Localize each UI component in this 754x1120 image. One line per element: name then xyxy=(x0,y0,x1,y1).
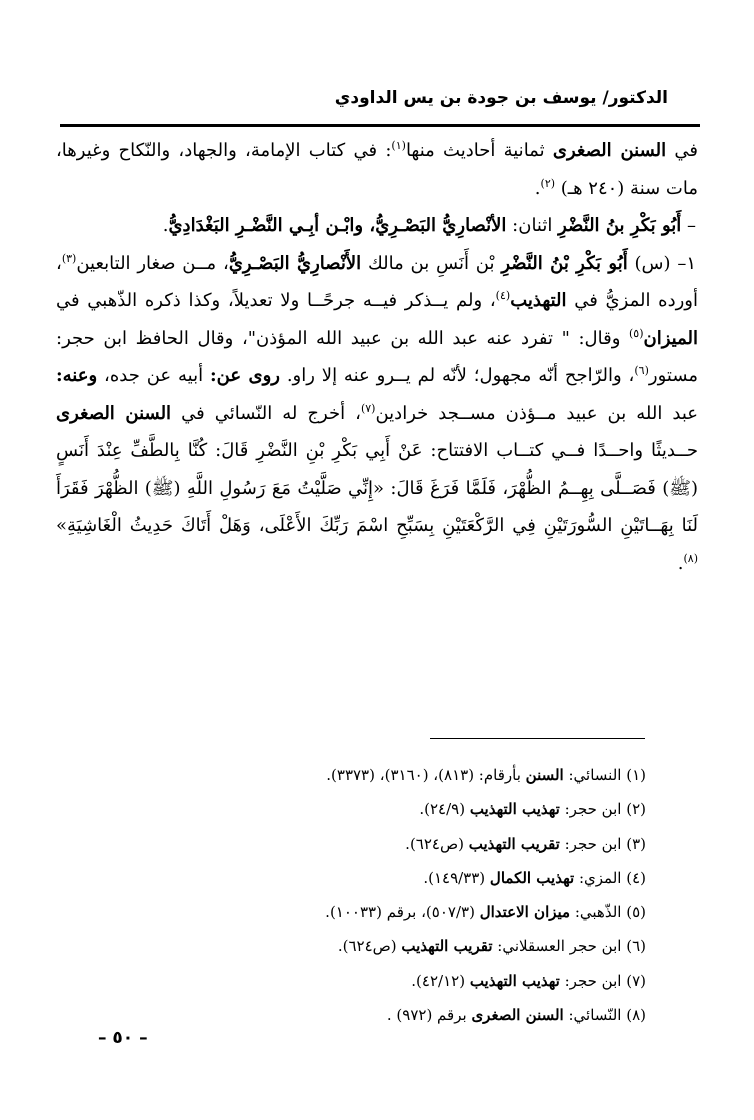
footnote-divider xyxy=(430,738,645,739)
footnote-item: (٣) ابن حجر: تقريب التهذيب (ص٦٢٤). xyxy=(405,834,646,853)
header-divider xyxy=(60,124,700,127)
label-narrated-from: روى عن: xyxy=(209,365,280,386)
footnote-item: (٤) المزي: تهذيب الكمال (١٤٩/٣٣). xyxy=(423,868,646,887)
footnote-item: (٧) ابن حجر: تهذيب التهذيب (٤٢/١٢). xyxy=(411,971,646,990)
footnote-item: (١) النسائي: السنن بأرقام: (٨١٣)، (٣١٦٠)، (٣٣٧٣). xyxy=(326,766,646,784)
narrator-nisba: الأَنْصارِيُّ البَصْـرِيُّ xyxy=(228,252,362,274)
book-title: التهذيب xyxy=(510,290,567,311)
footnote-item: (٦) ابن حجر العسقلاني: تقريب التهذيب (ص٦٢٤). xyxy=(337,937,646,956)
footnote-ref: (٤) xyxy=(495,289,511,302)
running-header: الدكتور/ يوسف بن جودة بن يس الداودي xyxy=(334,88,668,108)
page-number: – ٥٠ – xyxy=(98,1028,148,1048)
narrator-name: أَبُو بَكْرِ بْنُ النَّضْرِ xyxy=(501,252,628,274)
footnote-ref: (٦) xyxy=(634,364,649,377)
footnote-ref: (٢) xyxy=(540,176,556,190)
paragraph-3: ١– (س) أَبُو بَكْرِ بْنُ النَّضْرِ بْن أَنَسِ بن مالك الأَنْصارِيُّ البَصْـرِيُّ، مــن صغار التابعين$^{(٣)}$، أورده المزيُّ في التهذيب$^{(٤)}$، ولم يــذكر فيــه جرحًــا ولا تعديلاً، وكذا ذكره الذّهبي في الميزان$^{(٥)}$ وقال: " تفرد عنه عبد الله بن عبيد الله المؤذن"، وقال الحافظ ابن حجر: مستور$^{(٦)}$، والرّاجح أنّه مجهول؛ لأنّه لم يــرو عنه إلا راو. روى عن: أبيه عن جده، وعنه: عبد الله بن عبيد مــؤذن مســجد خرادين$^{(٧)}$، أخرج له النّسائي في السنن الصغرى حــديثًا واحــدًا فــي كتــاب الافتتاح: عَنْ أَبِي بَكْرِ بْنِ النَّضْرِ قَالَ: كُنَّا بِالطَّفِّ عِنْدَ أَنَسٍ (ﷺ) فَصَــلَّى بِهِــمُ الظُّهْرَ، فَلَمَّا فَرَغَ قَالَ: «إِنِّي صَلَّيْتُ مَعَ رَسُولِ اللَّهِ (ﷺ) الظُّهْرَ فَقَرَأَ لَنَا بِهَــاتَيْنِ السُّورَتَيْنِ فِي الرَّكْعَتَيْنِ بِسَبِّحِ اسْمَ رَبِّكَ الأَعْلَى، وَهَلْ أَتَاكَ حَدِيثُ الْغَاشِيَةِ» $^{(٨)}$. xyxy=(56,251,699,574)
label-from-him: وعنه: xyxy=(56,365,98,386)
narrator-name: أَبُو بَكْرِ بنُ النَّضْرِ xyxy=(558,215,682,236)
footnote-item: (٢) ابن حجر: تهذيب التهذيب (٢٤/٩). xyxy=(419,800,646,819)
footnotes-list xyxy=(86,758,646,1032)
footnote-ref: (٧) xyxy=(360,401,376,415)
footnote-ref: (١) xyxy=(391,139,406,152)
paragraph-2: – أَبُو بَكْرِ بنُ النَّضْرِ اثنان: الأنْصارِيُّ البَصْـرِيُّ، وابْـن أبِـي النَّضْـرِ البَغْدَادِيُّ. xyxy=(162,215,696,236)
book-title: السنن الصغرى xyxy=(552,140,667,161)
footnote-item: (٥) الذّهبي: ميزان الاعتدال (٥٠٧/٣)، برقم (١٠٠٣٣). xyxy=(325,903,646,922)
footnote-item: (٨) النّسائي: السنن الصغرى برقم (٩٧٢) . xyxy=(386,1006,646,1025)
book-title: الميزان xyxy=(643,327,698,349)
footnote-ref: (٨) xyxy=(683,551,698,565)
book-title: السنن الصغرى xyxy=(56,402,172,424)
paragraph-1: في السنن الصغرى ثمانية أحاديث منها$^{(١)}$: في كتاب الإمامة، والجهاد، والنّكاح وغيرها، مات سنة (٢٤٠ هـ) $^{(٢)}$. xyxy=(56,139,698,199)
narrator-names: الأنْصارِيُّ البَصْـرِيُّ، وابْـن أبِـي النَّضْـرِ البَغْدَادِيُّ xyxy=(168,215,507,236)
footnote-ref: (٥) xyxy=(629,326,644,340)
footnote-ref: (٣) xyxy=(61,251,77,265)
main-text xyxy=(56,132,698,582)
